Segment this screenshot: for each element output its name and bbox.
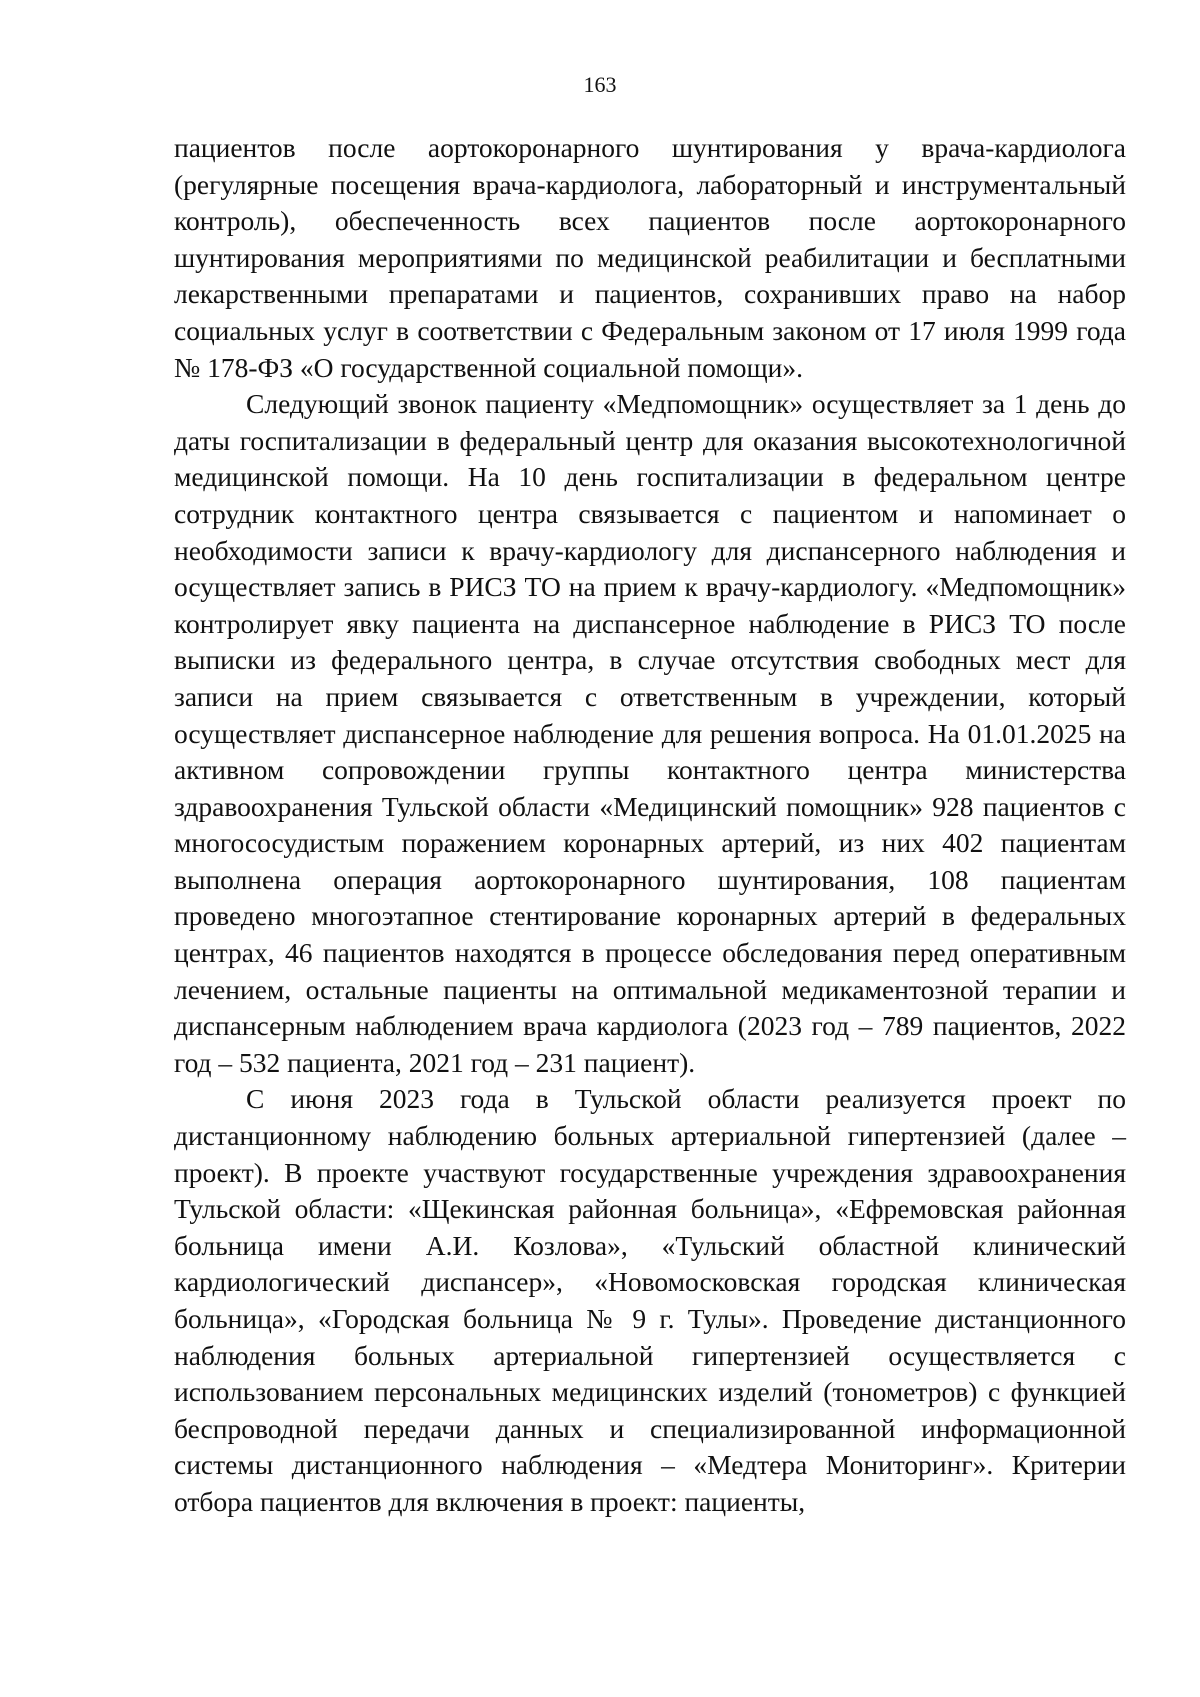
page-number: 163 bbox=[583, 72, 617, 97]
paragraph-medpomoshchnik-call: Следующий звонок пациенту «Медпомощник» осуществляет за 1 день до даты госпитализации в федеральный центр для оказания высокотехнологичной медицинской помощи. На 10 день госпитализации в федеральном центре сотрудник контактного центра связывается с пациентом и напоминает о необходимости записи к врачу-кардиологу для диспансерного наблюдения и осуществляет запись в РИСЗ ТО на прием к врачу-кардиологу. «Медпомощник» контролирует явку пациента на диспансерное наблюдение в РИСЗ ТО после выписки из федерального центра, в случае отсутствия свободных мест для записи на прием связывается с ответственным в учреждении, который осуществляет диспансерное наблюдение для решения вопроса. На 01.01.2025 на активном сопровождении группы контактного центра министерства здравоохранения Тульской области «Медицинский помощник» 928 пациентов с многососудистым поражением коронарных артерий, из них 402 пациентам выполнена операция аортокоронарного шунтирования, 108 пациентам проведено многоэтапное стентирование коронарных артерий в федеральных центрах, 46 пациентов находятся в процессе обследования перед оперативным лечением, остальные пациенты на оптимальной медикаментозной терапии и диспансерным наблюдением врача кардиолога (2023 год – 789 пациентов, 2022 год – 532 пациента, 2021 год – 231 пациент). bbox=[174, 388, 1126, 1078]
paragraph-continuation: пациентов после аортокоронарного шунтирования у врача-кардиолога (регулярные посещения врача-кардиолога, лабораторный и инструментальный контроль), обеспеченность всех пациентов после аортокоронарного шунтирования мероприятиями по медицинской реабилитации и бесплатными лекарственными препаратами и пациентов, сохранивших право на набор социальных услуг в соответствии с Федеральным законом от 17 июля 1999 года № 178-ФЗ «О государственной социальной помощи». bbox=[174, 132, 1126, 383]
body-text bbox=[174, 130, 1126, 1521]
paragraph-remote-monitoring-project: С июня 2023 года в Тульской области реализуется проект по дистанционному наблюдению больных артериальной гипертензией (далее – проект). В проекте участвуют государственные учреждения здравоохранения Тульской области: «Щекинская районная больница», «Ефремовская районная больница имени А.И. Козлова», «Тульский областной клинический кардиологический диспансер», «Новомосковская городская клиническая больница», «Городская больница № 9 г. Тулы». Проведение дистанционного наблюдения больных артериальной гипертензией осуществляется с использованием персональных медицинских изделий (тонометров) с функцией беспроводной передачи данных и специализированной информационной системы дистанционного наблюдения – «Медтера Мониторинг». Критерии отбора пациентов для включения в проект: пациенты, bbox=[174, 1083, 1126, 1517]
